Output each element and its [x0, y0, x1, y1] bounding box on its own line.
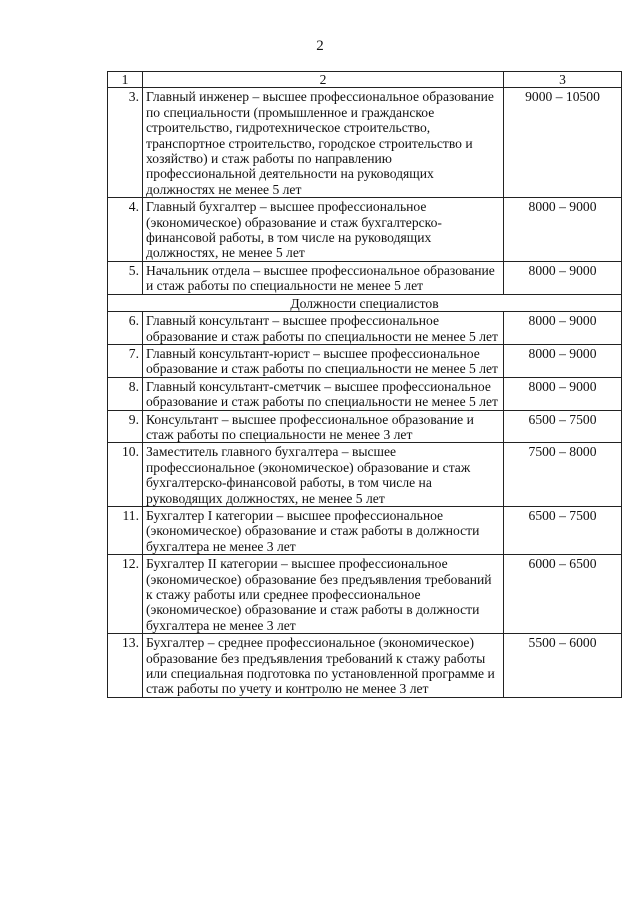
salary-range: 8000 – 9000 [504, 344, 622, 377]
row-number: 8. [108, 377, 143, 410]
table-row [108, 377, 622, 410]
salary-range: 6500 – 7500 [504, 410, 622, 443]
table-row [108, 88, 622, 198]
salary-range: 8000 – 9000 [504, 377, 622, 410]
position-description: Бухгалтер I категории – высшее профессиональное (экономическое) образование и стаж работы в должности бухгалтера не менее 3 лет [143, 506, 504, 554]
row-number: 6. [108, 312, 143, 345]
table-row [108, 634, 622, 698]
position-description: Главный бухгалтер – высшее профессиональное (экономическое) образование и стаж бухгалтерско-финансовой работы, в том числе на руководящих должностях, не менее 5 лет [143, 198, 504, 262]
position-description: Главный инженер – высшее профессиональное образование по специальности (промышленное и гражданское строительство, гидротехническое строительство, транспортное строительство, городское строительство и хозяйство) и стаж работы по направлению профессиональной деятельности на руководящих должностях не менее 5 лет [143, 88, 504, 198]
table-row [108, 443, 622, 507]
row-number: 5. [108, 261, 143, 294]
position-description: Главный консультант-сметчик – высшее профессиональное образование и стаж работы по специальности не менее 5 лет [143, 377, 504, 410]
table-row [108, 506, 622, 554]
position-description: Бухгалтер II категории – высшее профессиональное (экономическое) образование без предъявления требований к стажу работы или среднее профессиональное (экономическое) образование и стаж работы в должности бухгалтера не менее 3 лет [143, 555, 504, 634]
salary-table [107, 71, 622, 698]
page-number: 2 [316, 38, 324, 54]
salary-range: 8000 – 9000 [504, 261, 622, 294]
column-header-3: 3 [504, 72, 622, 88]
salary-range: 6500 – 7500 [504, 506, 622, 554]
position-description: Консультант – высшее профессиональное образование и стаж работы по специальности не менее 3 лет [143, 410, 504, 443]
position-description: Начальник отдела – высшее профессиональное образование и стаж работы по специальности не менее 5 лет [143, 261, 504, 294]
table-row [108, 261, 622, 294]
table-row [108, 198, 622, 262]
salary-range: 5500 – 6000 [504, 634, 622, 698]
salary-range: 6000 – 6500 [504, 555, 622, 634]
table-row [108, 555, 622, 634]
row-number: 13. [108, 634, 143, 698]
column-header-2: 2 [143, 72, 504, 88]
position-description: Главный консультант – высшее профессиональное образование и стаж работы по специальности не менее 5 лет [143, 312, 504, 345]
salary-range: 8000 – 9000 [504, 312, 622, 345]
row-number: 3. [108, 88, 143, 198]
row-number: 9. [108, 410, 143, 443]
position-description: Главный консультант-юрист – высшее профессиональное образование и стаж работы по специальности не менее 5 лет [143, 344, 504, 377]
position-description: Заместитель главного бухгалтера – высшее профессиональное (экономическое) образование и стаж бухгалтерско-финансовой работы, в том числе на руководящих должностях, не менее 5 лет [143, 443, 504, 507]
salary-range: 8000 – 9000 [504, 198, 622, 262]
section-row [108, 294, 622, 311]
section-title: Должности специалистов [108, 294, 622, 311]
table-row [108, 344, 622, 377]
table-row [108, 410, 622, 443]
salary-range: 9000 – 10500 [504, 88, 622, 198]
row-number: 11. [108, 506, 143, 554]
row-number: 12. [108, 555, 143, 634]
row-number: 10. [108, 443, 143, 507]
position-description: Бухгалтер – среднее профессиональное (экономическое) образование без предъявления требований к стажу работы или специальная подготовка по установленной программе и стаж работы по учету и контролю не менее 3 лет [143, 634, 504, 698]
row-number: 4. [108, 198, 143, 262]
table-row [108, 312, 622, 345]
table-header-row [108, 72, 622, 88]
row-number: 7. [108, 344, 143, 377]
column-header-1: 1 [108, 72, 143, 88]
salary-range: 7500 – 8000 [504, 443, 622, 507]
